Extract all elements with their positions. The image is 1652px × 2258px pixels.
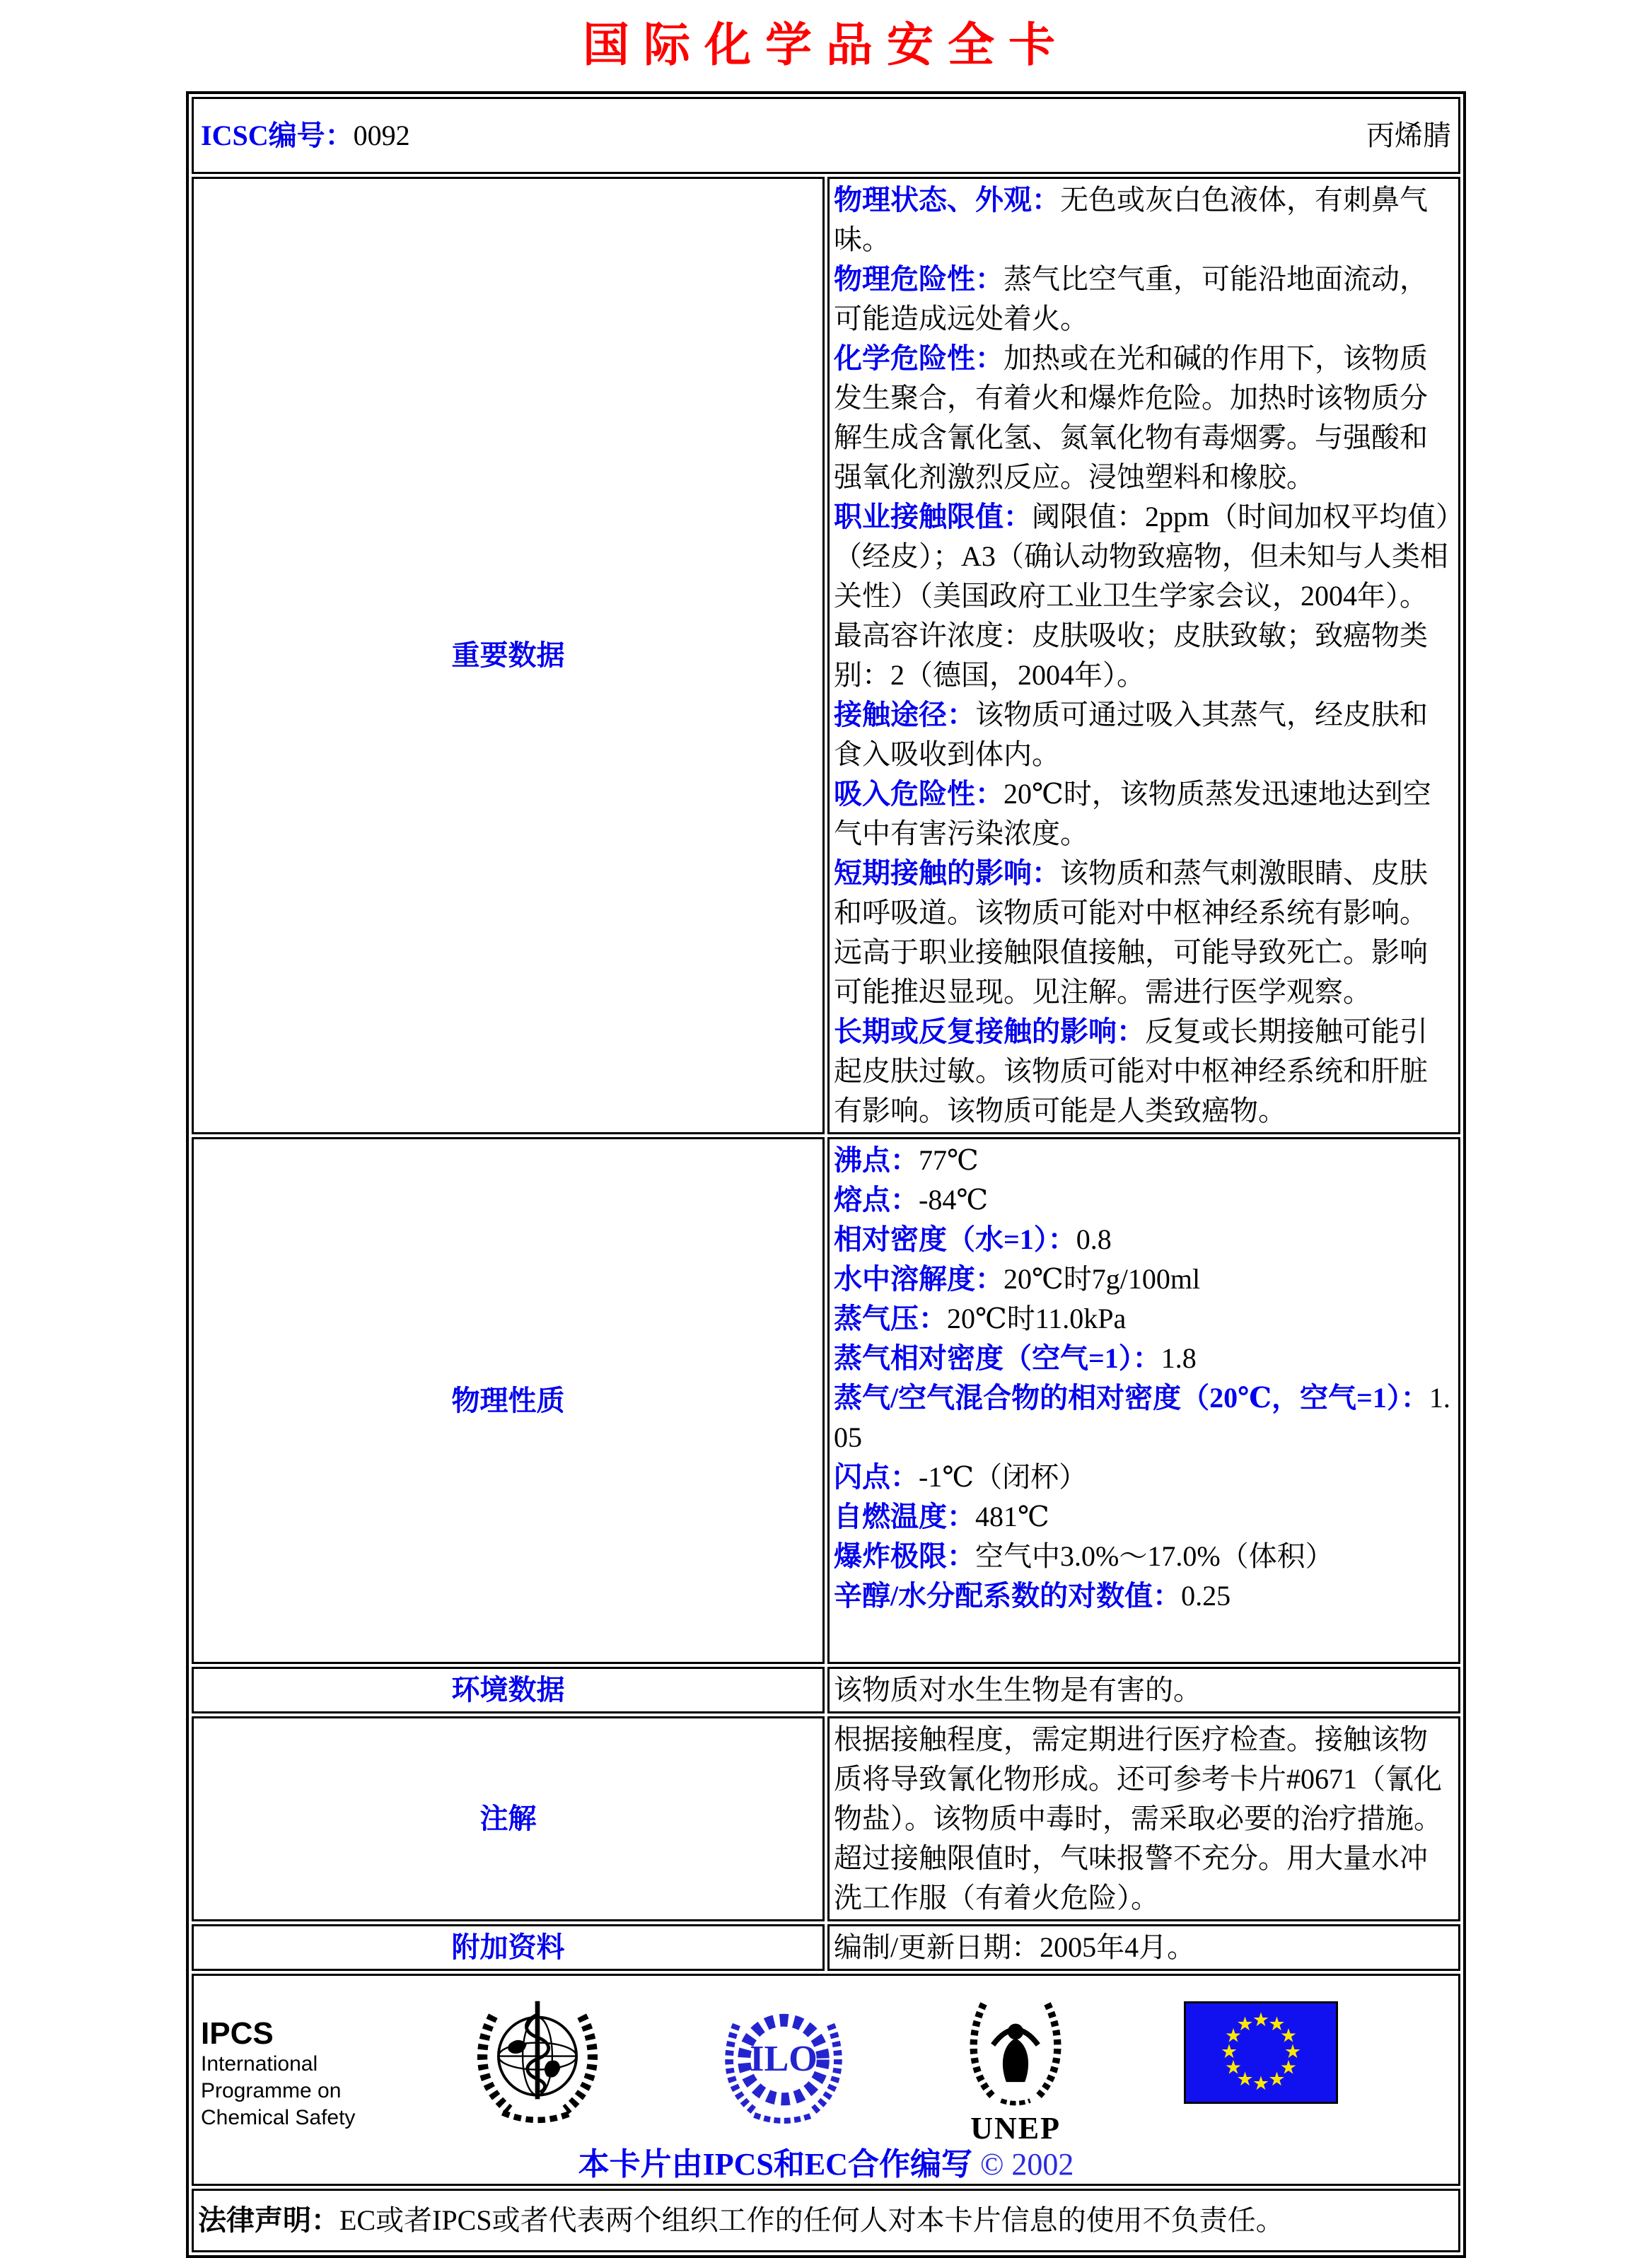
- property-label: 爆炸极限：: [834, 1540, 975, 1573]
- property-value: 1.8: [1161, 1342, 1197, 1375]
- physical-properties-row: [192, 1137, 1460, 1664]
- property-value: 77℃: [919, 1144, 979, 1177]
- svg-text:★: ★: [1284, 2041, 1302, 2064]
- icsc-number-group: [201, 116, 410, 156]
- important-item: [834, 774, 1453, 854]
- important-item: [834, 180, 1453, 260]
- property-item: [834, 1220, 1453, 1259]
- svg-text:★: ★: [1236, 2068, 1254, 2091]
- property-value: -1℃（闭杯）: [919, 1461, 1088, 1494]
- caption-text: 本卡片由IPCS和EC合作编写: [578, 2147, 972, 2182]
- svg-text:★: ★: [1236, 2013, 1254, 2036]
- legal-text: EC或者IPCS或者代表两个组织工作的任何人对本卡片信息的使用不负责任。: [339, 2204, 1284, 2237]
- property-label: 蒸气/空气混合物的相对密度（20℃，空气=1）：: [834, 1382, 1429, 1414]
- svg-text:★: ★: [1220, 2041, 1238, 2064]
- property-item: [834, 1299, 1453, 1339]
- important-item: [834, 497, 1453, 695]
- item-label: 短期接触的影响：: [834, 857, 1060, 890]
- physical-properties-content: [827, 1137, 1460, 1664]
- ilo-letters: ILO: [750, 2038, 818, 2080]
- svg-text:★: ★: [1268, 2068, 1286, 2091]
- item-label: 接触途径：: [834, 699, 975, 731]
- property-label: 熔点：: [834, 1184, 919, 1216]
- property-label: 水中溶解度：: [834, 1263, 1004, 1296]
- property-item: [834, 1537, 1453, 1576]
- important-item: [834, 339, 1453, 497]
- property-value: 1.05: [834, 1382, 1450, 1454]
- svg-text:★: ★: [1279, 2056, 1298, 2079]
- property-value: 0.25: [1181, 1580, 1231, 1612]
- icsc-number-label: ICSC编号：: [201, 119, 354, 151]
- property-value: -84℃: [919, 1184, 989, 1216]
- ipcs-subtitle-line: Programme on: [201, 2079, 342, 2103]
- ipcs-name: IPCS: [201, 2016, 274, 2052]
- item-text: 该物质可通过吸入其蒸气，经皮肤和食入吸收到体内。: [834, 699, 1428, 771]
- item-text: 该物质和蒸气刺激眼睛、皮肤和呼吸道。该物质可能对中枢神经系统有影响。远高于职业接触限值接触，可能导致死亡。影响可能推迟显现。见注解。需进行医学观察。: [834, 857, 1428, 1008]
- item-text: 加热或在光和碱的作用下，该物质发生聚合，有着火和爆炸危险。加热时该物质分解生成含氰化氢、氮氧化物有毒烟雾。与强酸和强氧化剂激烈反应。浸蚀塑料和橡胶。: [834, 342, 1428, 494]
- important-item: [834, 1012, 1453, 1131]
- ipcs-subtitle-line: Chemical Safety: [201, 2106, 356, 2130]
- physical-properties-heading: 物理性质: [192, 1137, 825, 1664]
- caption-year: © 2002: [979, 2147, 1074, 2182]
- property-label: 相对密度（水=1）：: [834, 1223, 1076, 1256]
- property-item: [834, 1339, 1453, 1378]
- item-label: 物理危险性：: [834, 263, 1004, 296]
- item-label: 物理状态、外观：: [834, 184, 1060, 216]
- ilo-logo-icon: [720, 1997, 847, 2146]
- important-item: [834, 695, 1453, 774]
- important-item: [834, 260, 1453, 339]
- property-value: 481℃: [975, 1501, 1049, 1533]
- property-item: [834, 1457, 1453, 1497]
- svg-text:★: ★: [1224, 2056, 1243, 2079]
- eu-flag-icon: [1184, 2001, 1338, 2114]
- important-data-heading: 重要数据: [192, 177, 825, 1134]
- property-label: 自燃温度：: [834, 1501, 975, 1533]
- legal-label: 法律声明：: [198, 2204, 339, 2237]
- property-value: 20℃时11.0kPa: [947, 1303, 1127, 1335]
- notes-row: [192, 1716, 1460, 1921]
- property-item: [834, 1259, 1453, 1299]
- item-label: 长期或反复接触的影响：: [834, 1015, 1145, 1048]
- property-label: 蒸气压：: [834, 1303, 947, 1335]
- item-label: 职业接触限值：: [834, 501, 1032, 533]
- svg-text:★: ★: [1252, 2009, 1270, 2032]
- svg-text:★: ★: [1252, 2073, 1270, 2095]
- property-value: 空气中3.0%～17.0%（体积）: [975, 1540, 1334, 1573]
- unep-label: UNEP: [970, 2111, 1061, 2146]
- item-text: 20℃时，该物质蒸发迅速地达到空气中有害污染浓度。: [834, 778, 1431, 850]
- notes-heading: 注解: [192, 1716, 825, 1921]
- property-item: [834, 1141, 1453, 1180]
- environmental-data-row: [192, 1667, 1460, 1713]
- item-label: 化学危险性：: [834, 342, 1004, 375]
- item-text: 反复或长期接触可能引起皮肤过敏。该物质可能对中枢神经系统和肝脏有影响。该物质可能是人类致癌物。: [834, 1015, 1428, 1127]
- substance-name: 丙烯腈: [1366, 119, 1451, 151]
- ipcs-text-block: [201, 1997, 355, 2131]
- ipcs-subtitle-line: International: [201, 2052, 318, 2076]
- property-item: [834, 1497, 1453, 1537]
- property-value: 0.8: [1076, 1223, 1112, 1256]
- property-item: [834, 1378, 1453, 1457]
- who-logo-icon: [470, 1997, 605, 2142]
- additional-info-heading: 附加资料: [192, 1924, 825, 1971]
- property-item: [834, 1576, 1453, 1616]
- logos-row: [192, 1974, 1460, 2186]
- item-label: 吸入危险性：: [834, 778, 1004, 810]
- icsc-card: [186, 91, 1466, 2258]
- svg-text:★: ★: [1268, 2013, 1286, 2036]
- unep-logo-icon: [962, 1997, 1069, 2144]
- icsc-number-value: 0092: [353, 119, 410, 151]
- property-label: 沸点：: [834, 1144, 919, 1177]
- property-value: 20℃时7g/100ml: [1004, 1263, 1201, 1296]
- property-label: 闪点：: [834, 1461, 919, 1494]
- item-text: 阈限值：2ppm（时间加权平均值）（经皮）；A3（确认动物致癌物，但未知与人类相关性）（美国政府工业卫生学家会议，2004年）。最高容许浓度：皮肤吸收；皮肤致敏；致癌物类别：2（德国，2004年）。: [834, 501, 1450, 692]
- environmental-data-heading: 环境数据: [192, 1667, 825, 1713]
- page-title: 国际化学品安全卡: [583, 20, 1069, 71]
- additional-info-content: 编制/更新日期：2005年4月。: [827, 1924, 1460, 1971]
- item-text: 无色或灰白色液体，有刺鼻气味。: [834, 184, 1428, 256]
- svg-text:★: ★: [1279, 2025, 1298, 2047]
- notes-content: 根据接触程度，需定期进行医疗检查。接触该物质将导致氰化物形成。还可参考卡片#0671（氰化物盐）。该物质中毒时，需采取必要的治疗措施。超过接触限值时，气味报警不充分。用大量水冲洗工作服（有着火危险）。: [827, 1716, 1460, 1921]
- legal-row: [192, 2189, 1460, 2252]
- property-label: 辛醇/水分配系数的对数值：: [834, 1580, 1182, 1612]
- item-text: 蒸气比空气重，可能沿地面流动，可能造成远处着火。: [834, 263, 1428, 335]
- svg-text:★: ★: [1224, 2025, 1243, 2047]
- important-data-row: [192, 177, 1460, 1134]
- important-item: [834, 854, 1453, 1012]
- property-item: [834, 1180, 1453, 1220]
- environmental-data-content: 该物质对水生生物是有害的。: [827, 1667, 1460, 1713]
- property-label: 蒸气相对密度（空气=1）：: [834, 1342, 1161, 1375]
- cooperation-caption: [194, 2146, 1458, 2184]
- header-row: [192, 97, 1460, 174]
- important-data-content: [827, 177, 1460, 1134]
- additional-info-row: [192, 1924, 1460, 1971]
